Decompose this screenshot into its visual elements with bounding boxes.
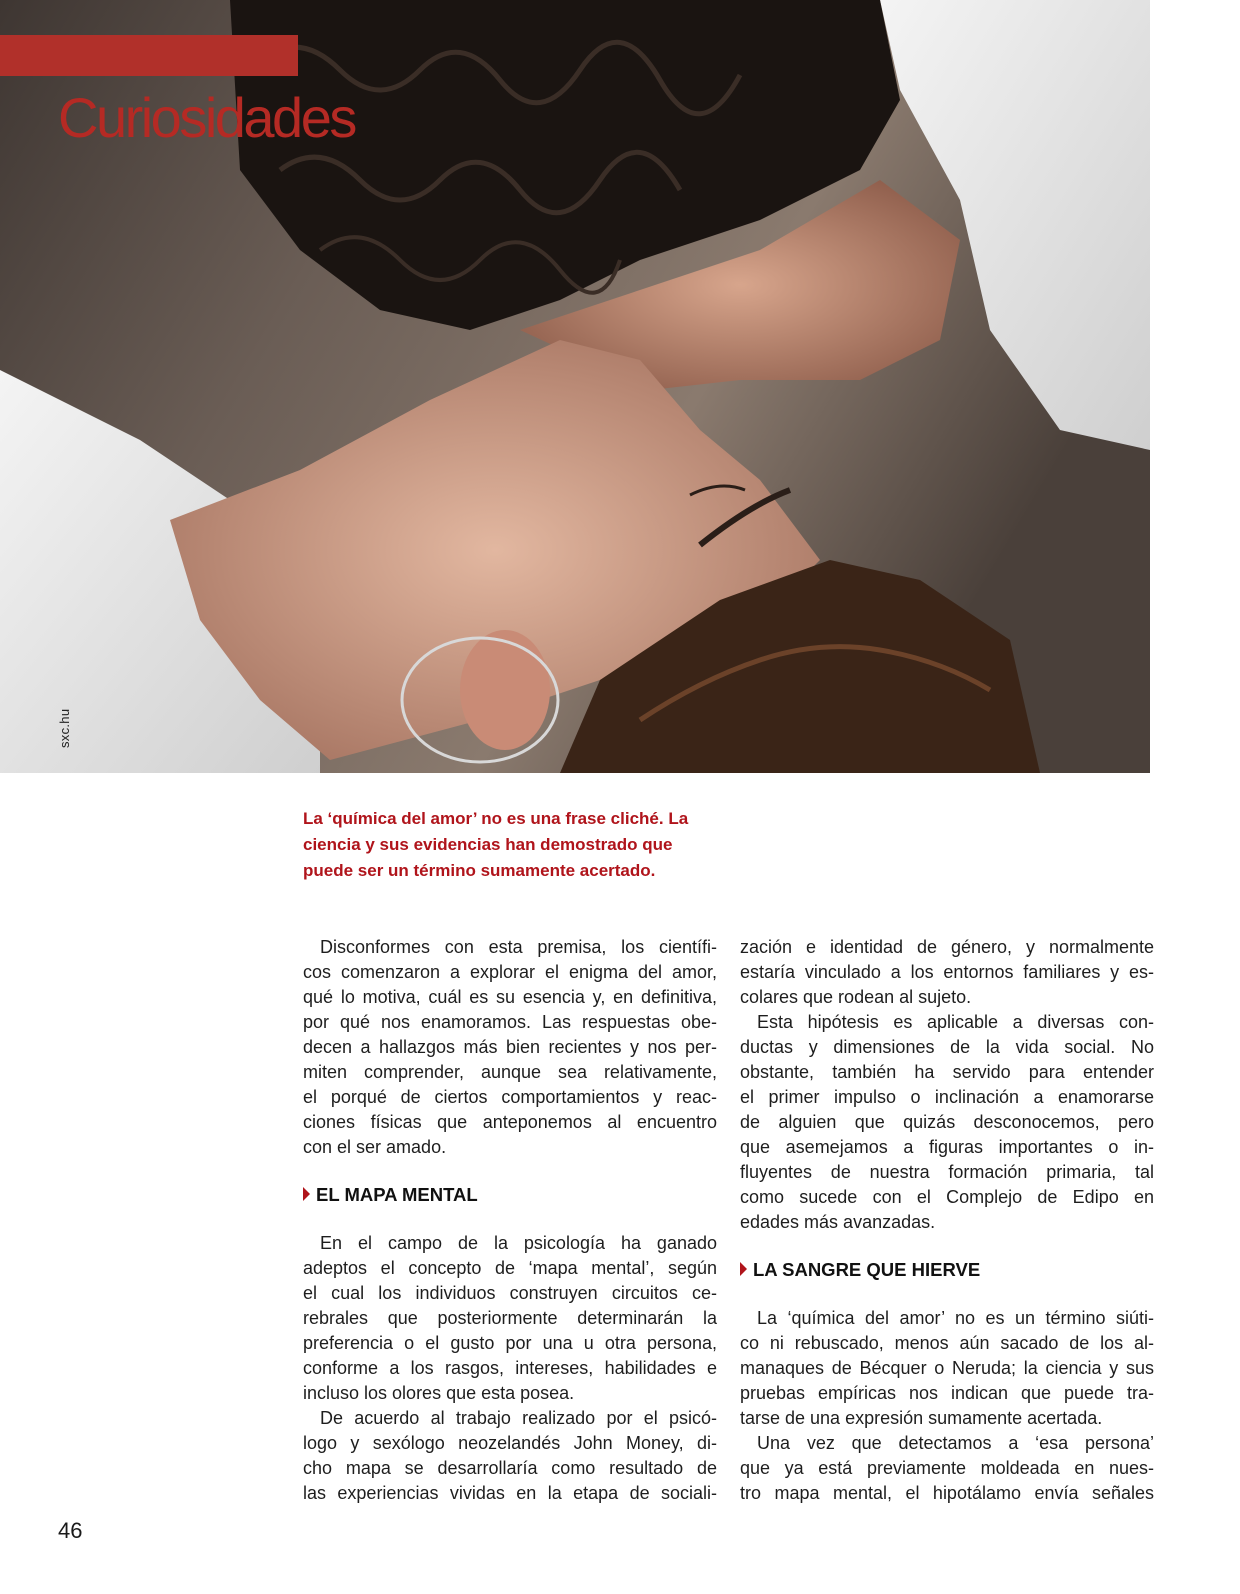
text-line: decen a hallazgos más bien recientes y nos per- [303, 1037, 717, 1057]
text-line: co ni rebuscado, menos aún sacado de los al- [740, 1333, 1154, 1353]
text-line: incluso los olores que esta posea. [303, 1383, 575, 1403]
lead-line: puede ser un término sumamente acertado. [303, 861, 656, 880]
text-line: adeptos el concepto de ‘mapa mental’, según [303, 1258, 717, 1278]
paragraph [303, 935, 717, 1160]
text-line: conforme a los rasgos, intereses, habilidades e [303, 1358, 717, 1378]
text-line: como sucede con el Complejo de Edipo en [740, 1187, 1154, 1207]
triangle-bullet-icon [740, 1262, 747, 1276]
paragraph [740, 1431, 1154, 1506]
left-column [303, 935, 717, 1506]
section-accent-bar [0, 35, 298, 76]
paragraph [740, 935, 1154, 1010]
text-line: manaques de Bécquer o Neruda; la ciencia y sus [740, 1358, 1154, 1378]
lead-line: ciencia y sus evidencias han demostrado que [303, 835, 673, 854]
triangle-bullet-icon [303, 1187, 310, 1201]
paragraph [740, 1306, 1154, 1431]
text-line: tarse de una expresión sumamente acertada. [740, 1408, 1103, 1428]
text-line: cho mapa se desarrollaría como resultado de [303, 1458, 717, 1478]
text-line: por qué nos enamoramos. Las respuestas obe- [303, 1012, 717, 1032]
text-line: rebrales que posteriormente determinarán la [303, 1308, 717, 1328]
section-title: Curiosidades [58, 86, 355, 149]
text-line: zación e identidad de género, y normalmente [740, 937, 1154, 957]
text-line: tro mapa mental, el hipotálamo envía señales [740, 1483, 1154, 1503]
text-line: De acuerdo al trabajo realizado por el psicó- [320, 1408, 717, 1428]
text-line: el primer impulso o inclinación a enamorarse [740, 1087, 1154, 1107]
lead-line: La ‘química del amor’ no es una frase cliché. La [303, 809, 689, 828]
subheading-text: EL MAPA MENTAL [316, 1184, 478, 1205]
text-line: colares que rodean al sujeto. [740, 987, 972, 1007]
text-line: La ‘química del amor’ no es un término siúti- [757, 1308, 1154, 1328]
right-column [740, 935, 1154, 1506]
page-number: 46 [58, 1518, 83, 1543]
paragraph [740, 1010, 1154, 1235]
text-line: miten comprender, aunque sea relativamente, [303, 1062, 717, 1082]
subheading-text: LA SANGRE QUE HIERVE [753, 1259, 981, 1280]
text-line: pruebas empíricas nos indican que puede tra- [740, 1383, 1154, 1403]
subheading-mapa-mental [303, 1182, 717, 1207]
text-line: las experiencias vividas en la etapa de sociali- [303, 1483, 717, 1503]
text-line: logo y sexólogo neozelandés John Money, di- [303, 1433, 717, 1453]
text-line: obstante, también ha servido para entender [740, 1062, 1154, 1082]
text-line: el cual los individuos construyen circuitos ce- [303, 1283, 717, 1303]
text-line: que ya está previamente moldeada en nues- [740, 1458, 1154, 1478]
text-line: con el ser amado. [303, 1137, 447, 1157]
text-line: fluyentes de nuestra formación primaria, tal [740, 1162, 1154, 1182]
lead-text [303, 806, 733, 884]
text-line: Una vez que detectamos a ‘esa persona’ [757, 1433, 1154, 1453]
paragraph [303, 1406, 717, 1506]
text-line: ductas y dimensiones de la vida social. No [740, 1037, 1154, 1057]
text-line: qué lo motiva, cuál es su esencia y, en definitiva, [303, 987, 717, 1007]
text-line: ciones físicas que anteponemos al encuentro [303, 1112, 717, 1132]
paragraph [303, 1231, 717, 1406]
text-line: Esta hipótesis es aplicable a diversas con- [757, 1012, 1154, 1032]
text-line: estaría vinculado a los entornos familiares y es- [740, 962, 1154, 982]
text-line: Disconformes con esta premisa, los científi- [320, 937, 717, 957]
text-line: cos comenzaron a explorar el enigma del amor, [303, 962, 717, 982]
text-line: que asemejamos a figuras importantes o in- [740, 1137, 1154, 1157]
text-line: el porqué de ciertos comportamientos y reac- [303, 1087, 717, 1107]
photo-credit: sxc.hu [57, 708, 72, 748]
text-line: edades más avanzadas. [740, 1212, 936, 1232]
text-line: preferencia o el gusto por una u otra persona, [303, 1333, 717, 1353]
text-line: En el campo de la psicología ha ganado [320, 1233, 717, 1253]
subheading-sangre-que-hierve [740, 1257, 1154, 1282]
text-line: de alguien que quizás desconocemos, pero [740, 1112, 1154, 1132]
